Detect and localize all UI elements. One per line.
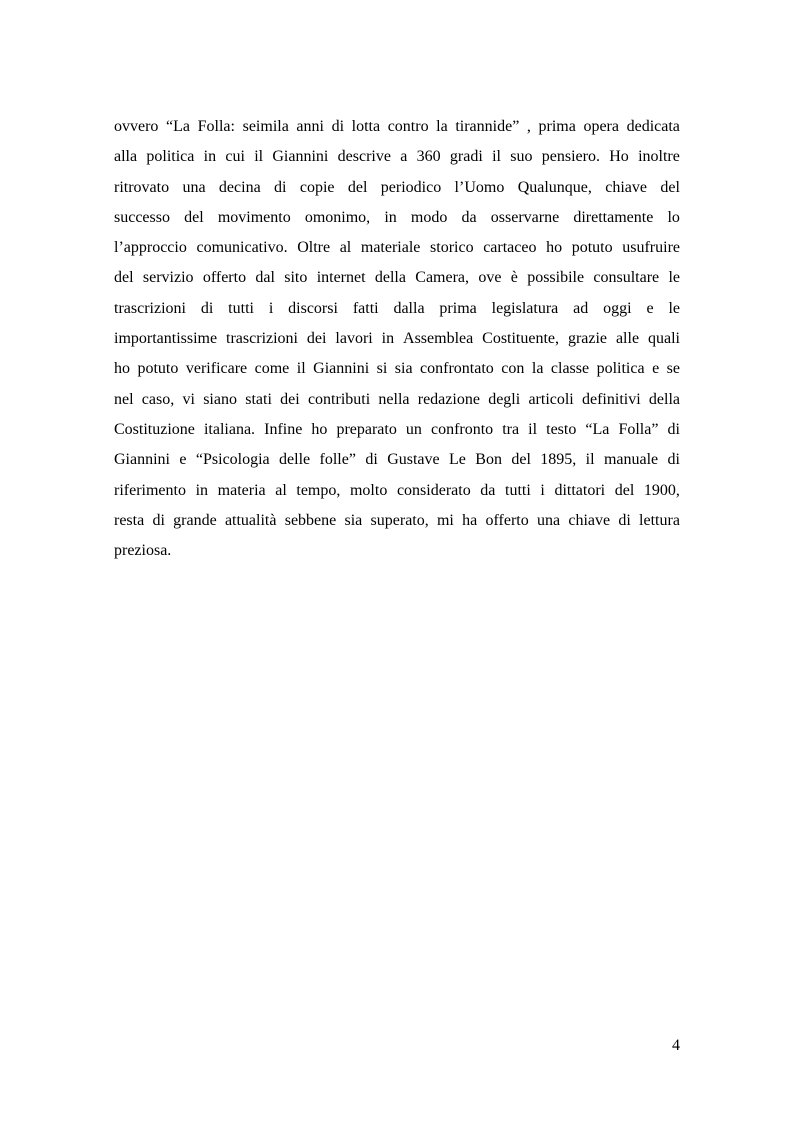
paragraph-line: ritrovato una decina di copie del periodico l’Uomo Qualunque, chiave del bbox=[114, 178, 680, 196]
paragraph-line: successo del movimento omonimo, in modo da osservarne direttamente lo bbox=[114, 208, 680, 226]
paragraph-line: resta di grande attualità sebbene sia superato, mi ha offerto una chiave di lettura bbox=[114, 511, 680, 529]
page-number: 4 bbox=[672, 1037, 680, 1054]
paragraph-line: preziosa. bbox=[114, 542, 172, 560]
body-paragraph bbox=[114, 112, 680, 566]
paragraph-line: alla politica in cui il Giannini descrive a 360 gradi il suo pensiero. Ho inoltre bbox=[114, 148, 680, 166]
paragraph-line: del servizio offerto dal sito internet della Camera, ove è possibile consultare le bbox=[114, 269, 680, 287]
paragraph-line: Costituzione italiana. Infine ho preparato un confronto tra il testo “La Folla” di bbox=[114, 420, 680, 438]
paragraph-line: ovvero “La Folla: seimila anni di lotta contro la tirannide” , prima opera dedicata bbox=[114, 118, 680, 135]
paragraph-line: riferimento in materia al tempo, molto considerato da tutti i dittatori del 1900, bbox=[114, 481, 680, 499]
paragraph-line: importantissime trascrizioni dei lavori in Assemblea Costituente, grazie alle quali bbox=[114, 330, 680, 348]
paragraph-line: Giannini e “Psicologia delle folle” di Gustave Le Bon del 1895, il manuale di bbox=[114, 451, 680, 469]
paragraph-line: trascrizioni di tutti i discorsi fatti dalla prima legislatura ad oggi e le bbox=[114, 299, 680, 317]
paragraph-line: nel caso, vi siano stati dei contributi nella redazione degli articoli definitivi della bbox=[114, 390, 680, 408]
paragraph-line: ho potuto verificare come il Giannini si sia confrontato con la classe politica e se bbox=[114, 360, 680, 378]
paragraph-line: l’approccio comunicativo. Oltre al materiale storico cartaceo ho potuto usufruire bbox=[114, 239, 680, 257]
